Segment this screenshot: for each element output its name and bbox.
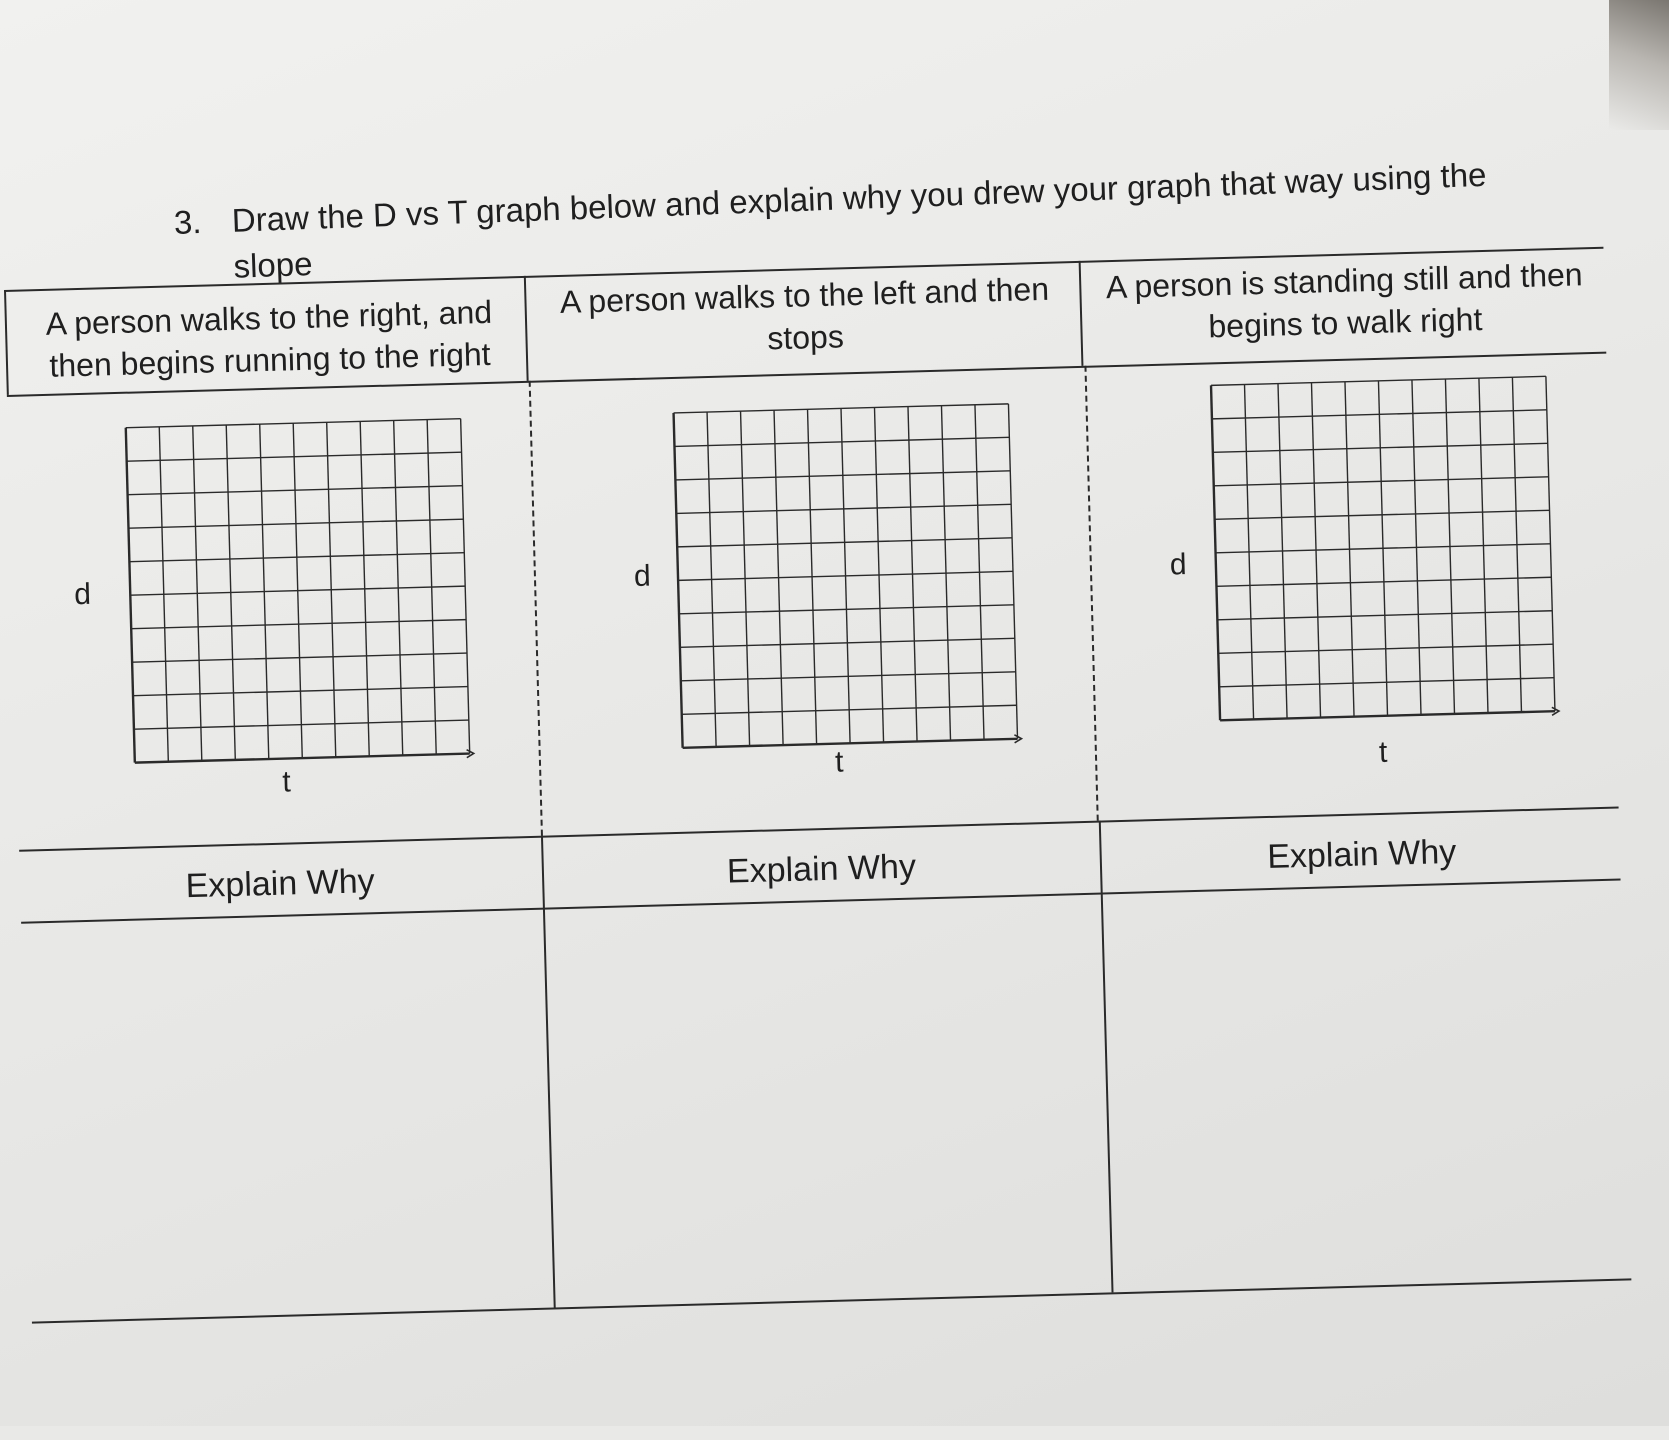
grid-lines: [120, 413, 476, 769]
prompt-walk-left-then-stop: A person walks to the left and then stops: [559, 270, 1050, 357]
header-divider-1: [524, 276, 529, 381]
grid-lines: [1205, 370, 1561, 726]
x-axis-label-t: t: [1378, 735, 1388, 769]
answer-area-2[interactable]: [545, 895, 1110, 1306]
x-axis-label-t: t: [834, 745, 844, 779]
answer-area-1[interactable]: [23, 910, 552, 1320]
question-text: Draw the D vs T graph below and explain why you drew your graph that way using the slope: [231, 155, 1488, 285]
explain-heading-1: Explain Why: [185, 862, 376, 906]
question-number: 3.: [173, 202, 203, 241]
grid-lines: [667, 398, 1023, 754]
graph-grid-2[interactable]: [667, 398, 1023, 754]
graph-grid-3[interactable]: [1205, 370, 1561, 726]
y-axis-label-d: d: [1169, 548, 1187, 582]
explain-heading-2: Explain Why: [726, 847, 917, 891]
prompt-still-then-walk: A person is standing still and then begins to walk right: [1105, 256, 1584, 345]
header-divider-2: [1079, 261, 1084, 366]
question: [172, 118, 1591, 285]
prompt-walk-then-run: A person walks to the right, and then begins running to the right: [45, 293, 493, 384]
y-axis-label-d: d: [633, 559, 652, 594]
graph-table: [4, 245, 1669, 1440]
answer-area-3[interactable]: [1103, 880, 1632, 1290]
page-edge-shadow: [1609, 0, 1669, 130]
graph-divider-2: [1084, 366, 1098, 821]
x-axis-label-t: t: [281, 765, 292, 799]
y-axis-label-d: d: [73, 577, 92, 612]
graph-grid-1[interactable]: [120, 413, 476, 769]
graph-divider-1: [529, 381, 543, 836]
explain-heading-3: Explain Why: [1266, 832, 1457, 877]
table-left-border: [4, 290, 9, 395]
